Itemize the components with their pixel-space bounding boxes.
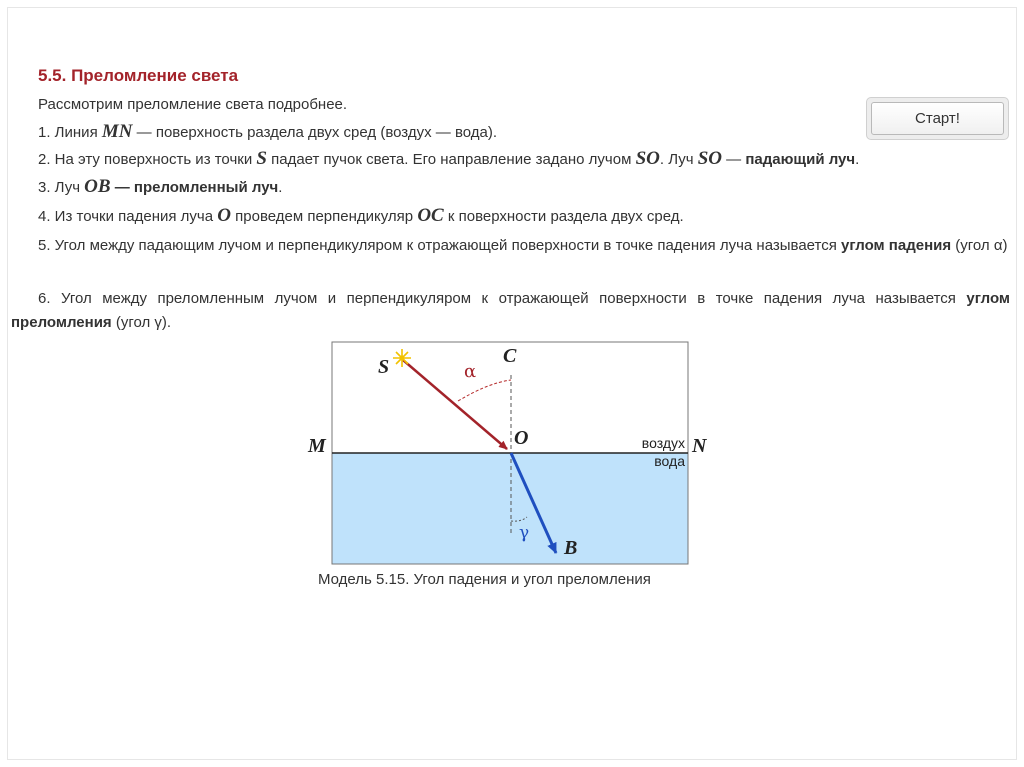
angle-alpha-arc (458, 380, 511, 401)
item-2-text-d: — (722, 151, 746, 168)
term-refracted-ray: — преломленный луч (110, 179, 279, 196)
item-3-text-a: 3. Луч (38, 179, 85, 196)
item-5 (11, 234, 1010, 258)
item-1-text-a: 1. Линия (38, 124, 102, 141)
item-6 (11, 287, 1010, 335)
start-button-container (866, 97, 1009, 140)
figure-caption: Модель 5.15. Угол падения и угол преломления (318, 571, 651, 588)
refraction-diagram (300, 335, 720, 570)
item-6-text-a: 6. Угол между преломленным лучом и перпендикуляром к отражающей поверхности в точке падения луча называется (38, 290, 967, 307)
label-s: S (378, 356, 390, 378)
item-6-text-b: (угол γ). (111, 314, 172, 331)
label-air: воздух (641, 435, 685, 451)
symbol-so: SO (635, 148, 660, 169)
label-c: C (503, 345, 517, 367)
label-o: O (514, 427, 529, 449)
symbol-mn: MN (101, 121, 133, 142)
intro-text: Рассмотрим преломление света подробнее. (38, 96, 348, 113)
item-2-text-a: 2. На эту поверхность из точки (38, 151, 257, 168)
item-3 (38, 176, 282, 198)
item-1 (38, 121, 497, 143)
item-1-text-b: — поверхность раздела двух сред (воздух — вода). (132, 124, 498, 141)
term-incident-ray: падающий луч (745, 151, 856, 168)
water-region (332, 453, 688, 564)
item-2-text-b: падает пучок света. Его направление задано лучом (266, 151, 636, 168)
page-title: 5.5. Преломление света (38, 66, 239, 85)
start-button[interactable]: Старт! (871, 102, 1004, 135)
label-alpha: α (464, 361, 477, 382)
item-5-text-a: 5. Угол между падающим лучом и перпендикуляром к отражающей поверхности в точке падения луча называется (38, 237, 842, 254)
item-4-text-a: 4. Из точки падения луча (38, 208, 218, 225)
label-gamma: γ (519, 523, 530, 543)
label-n: N (692, 435, 707, 457)
item-2 (38, 148, 859, 170)
item-2-text-c: . Луч (659, 151, 698, 168)
incident-ray-so (403, 360, 507, 449)
symbol-s: S (256, 148, 267, 169)
label-m: M (308, 435, 326, 457)
item-4-text-c: к поверхности раздела двух сред. (443, 208, 684, 225)
term-angle-of-refraction: углом преломления (11, 290, 1010, 331)
item-5-text-b: (угол α) (951, 237, 1008, 254)
item-3-text-e: . (278, 179, 283, 196)
symbol-ob: OB (84, 176, 111, 197)
item-2-text-e: . (855, 151, 860, 168)
symbol-oc: OC (417, 205, 444, 226)
label-b: B (564, 537, 578, 559)
label-water: вода (654, 453, 685, 469)
item-4-text-b: проведем перпендикуляр (230, 208, 418, 225)
symbol-o: O (217, 205, 231, 226)
item-4 (38, 205, 684, 227)
term-angle-of-incidence: углом падения (841, 237, 952, 254)
symbol-so-2: SO (697, 148, 723, 169)
